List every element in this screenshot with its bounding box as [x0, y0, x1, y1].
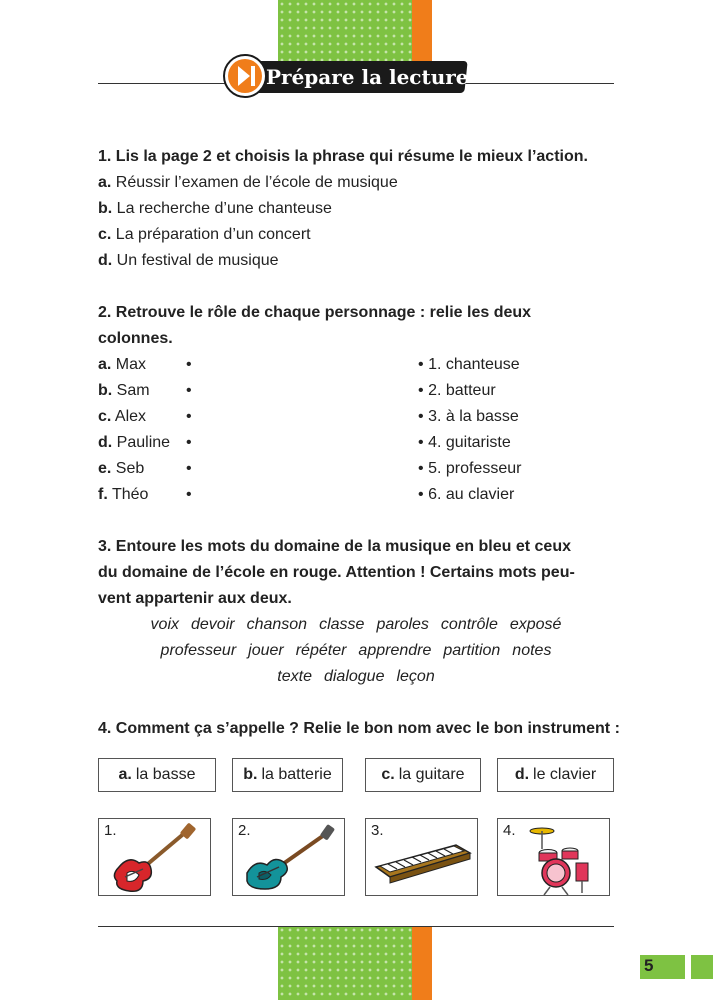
q2-right-item-4: [418, 430, 511, 456]
q2-left-item-e: [98, 456, 144, 482]
play-skip-icon: [222, 53, 268, 99]
word[interactable]: jouer: [248, 642, 284, 659]
item-text: Alex: [114, 408, 147, 425]
word[interactable]: professeur: [160, 642, 237, 659]
question-3-line-2: du domaine de l’école en rouge. Attention ! Certains mots peu-: [98, 564, 575, 581]
name-box-c[interactable]: [365, 758, 481, 792]
word-row-3: [98, 664, 614, 690]
item-text: Théo: [111, 486, 149, 503]
item-text: Pauline: [116, 434, 171, 451]
box-text: le clavier: [533, 766, 597, 783]
question-2-line-2: colonnes.: [98, 330, 173, 347]
footer-rule: [98, 926, 614, 927]
item-text: 3. à la basse: [428, 408, 519, 425]
option-letter: c.: [98, 226, 112, 243]
word[interactable]: classe: [319, 616, 365, 633]
option-text: La préparation d’un concert: [115, 226, 311, 243]
right-connector-dot[interactable]: •: [418, 460, 424, 477]
q2-right-item-5: [418, 456, 521, 482]
q1-option-c: [98, 222, 311, 248]
question-4: 4. Comment ça s’appelle ? Relie le bon nom avec le bon instrument :: [98, 720, 620, 737]
item-text: 2. batteur: [428, 382, 496, 399]
q2-left-item-c: [98, 404, 146, 430]
word[interactable]: voix: [150, 616, 179, 633]
word-row-2: [98, 638, 614, 664]
item-letter: e.: [98, 460, 112, 477]
box-letter: b.: [243, 766, 258, 783]
q2-left-item-f: [98, 482, 148, 508]
q2-right-item-1: [418, 352, 520, 378]
left-connector-dot[interactable]: •: [186, 434, 192, 451]
q1-option-d: [98, 248, 279, 274]
word[interactable]: partition: [443, 642, 501, 659]
option-letter: a.: [98, 174, 112, 191]
item-text: Seb: [115, 460, 145, 477]
left-connector-dot[interactable]: •: [186, 486, 192, 503]
box-text: la basse: [135, 766, 196, 783]
q2-right-item-6: [418, 482, 514, 508]
bottom-green-strip: [278, 926, 412, 1000]
instrument-box-3[interactable]: [365, 818, 478, 896]
teal-bass-guitar-icon: [233, 819, 346, 897]
instrument-box-4[interactable]: [497, 818, 610, 896]
item-text: 4. guitariste: [428, 434, 511, 451]
right-connector-dot[interactable]: •: [418, 356, 424, 373]
left-connector-dot[interactable]: •: [186, 382, 192, 399]
box-letter: a.: [118, 766, 132, 783]
instrument-number: 2.: [238, 822, 251, 839]
item-letter: c.: [98, 408, 112, 425]
item-letter: a.: [98, 356, 112, 373]
bottom-orange-strip: [412, 926, 432, 1000]
word[interactable]: leçon: [396, 668, 435, 685]
item-text: 6. au clavier: [428, 486, 515, 503]
left-connector-dot[interactable]: •: [186, 356, 192, 373]
word[interactable]: texte: [277, 668, 312, 685]
item-letter: d.: [98, 434, 113, 451]
red-electric-guitar-icon: [99, 819, 212, 897]
section-banner: [222, 53, 472, 99]
left-connector-dot[interactable]: •: [186, 408, 192, 425]
instrument-box-2[interactable]: [232, 818, 345, 896]
word[interactable]: chanson: [246, 616, 308, 633]
word[interactable]: dialogue: [323, 668, 385, 685]
question-3-line-1: 3. Entoure les mots du domaine de la musique en bleu et ceux: [98, 538, 571, 555]
question-3-line-3: vent appartenir aux deux.: [98, 590, 292, 607]
option-text: Réussir l’examen de l’école de musique: [115, 174, 398, 191]
word[interactable]: notes: [512, 642, 552, 659]
item-letter: b.: [98, 382, 113, 399]
option-text: La recherche d’une chanteuse: [116, 200, 332, 217]
word[interactable]: paroles: [376, 616, 429, 633]
word[interactable]: répéter: [295, 642, 347, 659]
item-text: 5. professeur: [428, 460, 522, 477]
word[interactable]: exposé: [509, 616, 562, 633]
q2-left-item-a: [98, 352, 146, 378]
item-text: Max: [115, 356, 147, 373]
instrument-number: 1.: [104, 822, 117, 839]
word[interactable]: apprendre: [358, 642, 432, 659]
q1-option-a: [98, 170, 398, 196]
instrument-box-1[interactable]: [98, 818, 211, 896]
section-title: Prépare la lecture: [266, 65, 469, 89]
word-row-1: [98, 612, 614, 638]
name-box-a[interactable]: [98, 758, 216, 792]
word[interactable]: contrôle: [440, 616, 498, 633]
page-number-side-box: [691, 955, 713, 979]
instrument-number: 4.: [503, 822, 516, 839]
keyboard-icon: [366, 819, 479, 897]
q2-right-item-2: [418, 378, 496, 404]
option-text: Un festival de musique: [116, 252, 279, 269]
box-text: la batterie: [261, 766, 332, 783]
box-text: la guitare: [398, 766, 465, 783]
item-letter: f.: [98, 486, 108, 503]
name-box-d[interactable]: [497, 758, 614, 792]
q2-left-item-b: [98, 378, 150, 404]
right-connector-dot[interactable]: •: [418, 486, 424, 503]
question-1: 1. Lis la page 2 et choisis la phrase qui résume le mieux l’action.: [98, 148, 588, 165]
question-2-line-1: 2. Retrouve le rôle de chaque personnage : relie les deux: [98, 304, 532, 321]
right-connector-dot[interactable]: •: [418, 382, 424, 399]
word[interactable]: devoir: [191, 616, 235, 633]
box-letter: d.: [514, 766, 530, 783]
option-letter: d.: [98, 252, 113, 269]
item-text: 1. chanteuse: [428, 356, 520, 373]
page-number: 5: [644, 956, 654, 975]
instrument-number: 3.: [371, 822, 384, 839]
q1-option-b: [98, 196, 332, 222]
right-connector-dot[interactable]: •: [418, 408, 424, 425]
q2-left-item-d: [98, 430, 170, 456]
left-connector-dot[interactable]: •: [186, 460, 192, 477]
drum-kit-icon: [498, 819, 611, 897]
q2-right-item-3: [418, 404, 519, 430]
name-box-b[interactable]: [232, 758, 343, 792]
box-letter: c.: [381, 766, 395, 783]
option-letter: b.: [98, 200, 113, 217]
right-connector-dot[interactable]: •: [418, 434, 424, 451]
item-text: Sam: [116, 382, 150, 399]
